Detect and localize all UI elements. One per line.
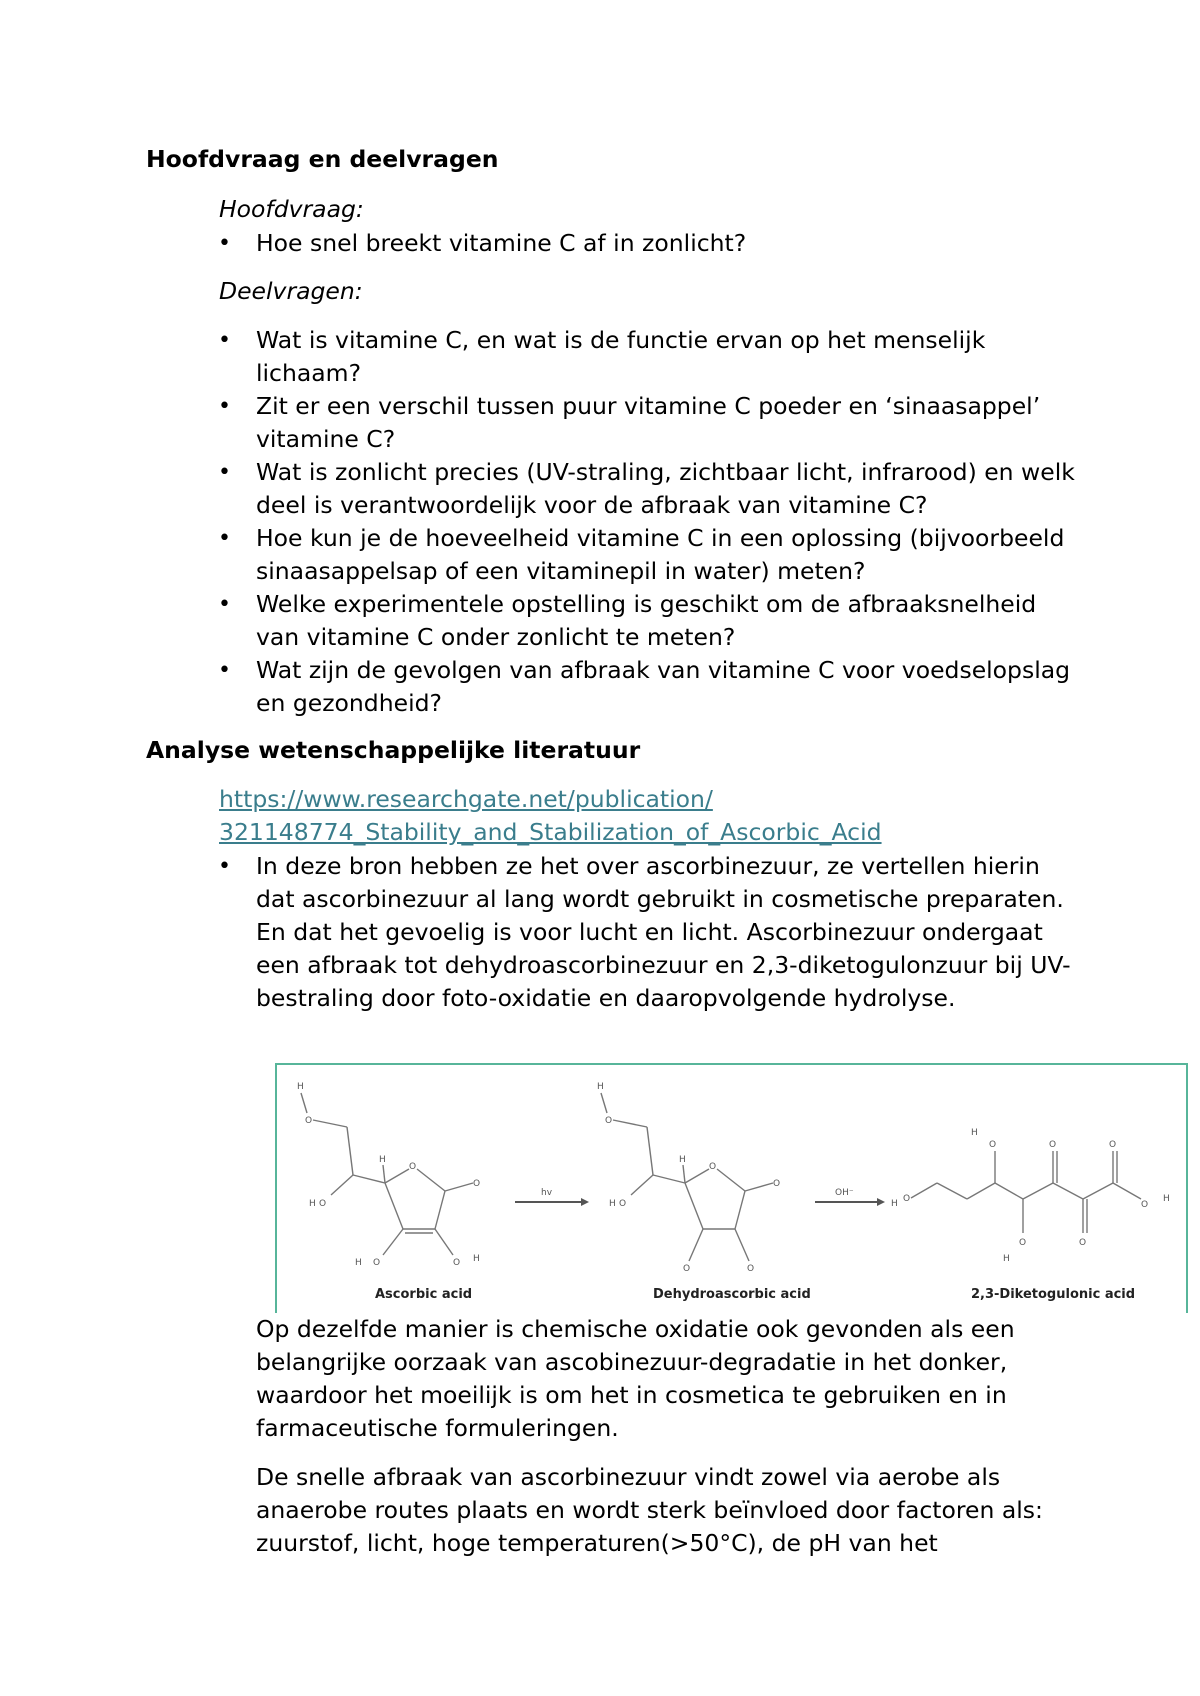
svg-text:O: O	[453, 1258, 461, 1268]
svg-text:H: H	[1163, 1194, 1170, 1204]
svg-text:O: O	[409, 1162, 417, 1172]
section-heading-literature: Analyse wetenschappelijke literatuur	[146, 736, 641, 764]
bullet-icon: •	[218, 854, 231, 879]
list-item	[0, 324, 1200, 390]
svg-text:O: O	[619, 1199, 627, 1209]
svg-text:O: O	[605, 1116, 613, 1126]
degradation-pathway-figure	[275, 1063, 1188, 1313]
sub-question-text: Hoe kun je de hoeveelheid vitamine C in een oplossing (bijvoorbeeld sinaasappelsap of een vitaminepil in water) meten?	[256, 524, 1065, 585]
svg-text:O: O	[1019, 1238, 1027, 1248]
svg-text:O: O	[1141, 1200, 1149, 1210]
svg-text:H: H	[609, 1199, 616, 1209]
svg-text:H: H	[971, 1128, 978, 1138]
svg-text:O: O	[903, 1194, 911, 1204]
photolysis-arrow	[515, 1188, 589, 1206]
sub-question-text: Welke experimentele opstelling is geschikt om de afbraaksnelheid van vitamine C onder zonlicht te meten?	[256, 590, 1037, 651]
source-link-line2[interactable]: 321148774_Stability_and_Stabilization_of_Ascorbic_Acid	[219, 818, 882, 846]
svg-text:H: H	[297, 1082, 304, 1092]
svg-text:O: O	[747, 1264, 755, 1274]
bullet-icon: •	[218, 394, 231, 419]
compound1-label: Ascorbic acid	[375, 1287, 473, 1302]
sub-question-text: Wat is vitamine C, en wat is de functie ervan op het menselijk lichaam?	[256, 326, 986, 387]
list-item	[0, 850, 1200, 1015]
source-link-line1[interactable]: https://www.researchgate.net/publication/	[219, 785, 713, 813]
bullet-icon: •	[218, 592, 231, 617]
bullet-icon: •	[218, 658, 231, 683]
diketogulonic-acid-structure	[891, 1128, 1170, 1302]
main-question-list	[0, 227, 1200, 260]
svg-text:H: H	[597, 1082, 604, 1092]
svg-text:O: O	[1079, 1238, 1087, 1248]
dehydroascorbic-acid-structure	[597, 1082, 811, 1302]
list-item	[0, 522, 1200, 588]
literature-summary-text: In deze bron hebben ze het over ascorbinezuur, ze vertellen hierin dat ascorbinezuur al lang wordt gebruikt in cosmetische preparaten. En dat het gevoelig is voor lucht en licht. Ascorbinezuur ondergaat een afbraak tot dehydroascorbinezuur en 2,3-diketogulonzuur bij UV-bestraling door foto-oxidatie en daaropvolgende hydrolyse.	[256, 852, 1071, 1012]
svg-text:O: O	[1049, 1140, 1057, 1150]
oxidation-paragraph: Op dezelfde manier is chemische oxidatie ook gevonden als een belangrijke oorzaak van ascobinezuur-degradatie in het donker, waardoor het moeilijk is om het in cosmetica te gebruiken en in farmaceutische formuleringen.	[256, 1315, 1015, 1442]
bullet-icon: •	[218, 231, 231, 256]
svg-text:O: O	[989, 1140, 997, 1150]
bullet-icon: •	[218, 328, 231, 353]
list-item	[0, 588, 1200, 654]
ascorbic-acid-structure	[297, 1082, 480, 1302]
svg-text:O: O	[683, 1264, 691, 1274]
hydrolysis-arrow	[815, 1188, 885, 1206]
svg-text:O: O	[773, 1179, 781, 1189]
svg-text:H: H	[309, 1199, 316, 1209]
svg-text:H: H	[379, 1155, 386, 1165]
svg-text:O: O	[305, 1116, 313, 1126]
list-item	[0, 456, 1200, 522]
svg-text:O: O	[373, 1258, 381, 1268]
svg-text:H: H	[891, 1199, 898, 1209]
svg-text:H: H	[355, 1258, 362, 1268]
sub-question-text: Zit er een verschil tussen puur vitamine C poeder en ‘sinaasappel’ vitamine C?	[256, 392, 1041, 453]
literature-bullet-list	[0, 850, 1200, 1015]
svg-text:H: H	[679, 1155, 686, 1165]
chemical-structures-diagram	[277, 1065, 1186, 1313]
main-question-label: Hoofdvraag:	[219, 195, 364, 223]
list-item	[0, 654, 1200, 720]
svg-text:O: O	[473, 1179, 481, 1189]
svg-text:O: O	[1109, 1140, 1117, 1150]
svg-text:H: H	[1003, 1254, 1010, 1264]
arrow1-label: hv	[541, 1188, 553, 1198]
compound2-label: Dehydroascorbic acid	[653, 1287, 811, 1302]
list-item	[0, 227, 1200, 260]
arrow2-label: OH⁻	[835, 1188, 854, 1198]
sub-questions-label: Deelvragen:	[219, 277, 363, 305]
bullet-icon: •	[218, 460, 231, 485]
section-heading-research-questions: Hoofdvraag en deelvragen	[146, 145, 499, 173]
svg-text:O: O	[709, 1162, 717, 1172]
main-question-text: Hoe snel breekt vitamine C af in zonlicht?	[256, 229, 747, 257]
sub-question-text: Wat zijn de gevolgen van afbraak van vitamine C voor voedselopslag en gezondheid?	[256, 656, 1071, 717]
degradation-factors-paragraph: De snelle afbraak van ascorbinezuur vindt zowel via aerobe als anaerobe routes plaats en wordt sterk beïnvloed door factoren als: zuurstof, licht, hoge temperaturen(>50°C), de pH van het	[256, 1463, 1043, 1557]
svg-text:O: O	[319, 1199, 327, 1209]
compound3-label: 2,3-Diketogulonic acid	[971, 1287, 1136, 1302]
sub-question-list	[0, 324, 1200, 720]
bullet-icon: •	[218, 526, 231, 551]
svg-text:H: H	[473, 1254, 480, 1264]
list-item	[0, 390, 1200, 456]
sub-question-text: Wat is zonlicht precies (UV-straling, zichtbaar licht, infrarood) en welk deel is verantwoordelijk voor de afbraak van vitamine C?	[256, 458, 1075, 519]
